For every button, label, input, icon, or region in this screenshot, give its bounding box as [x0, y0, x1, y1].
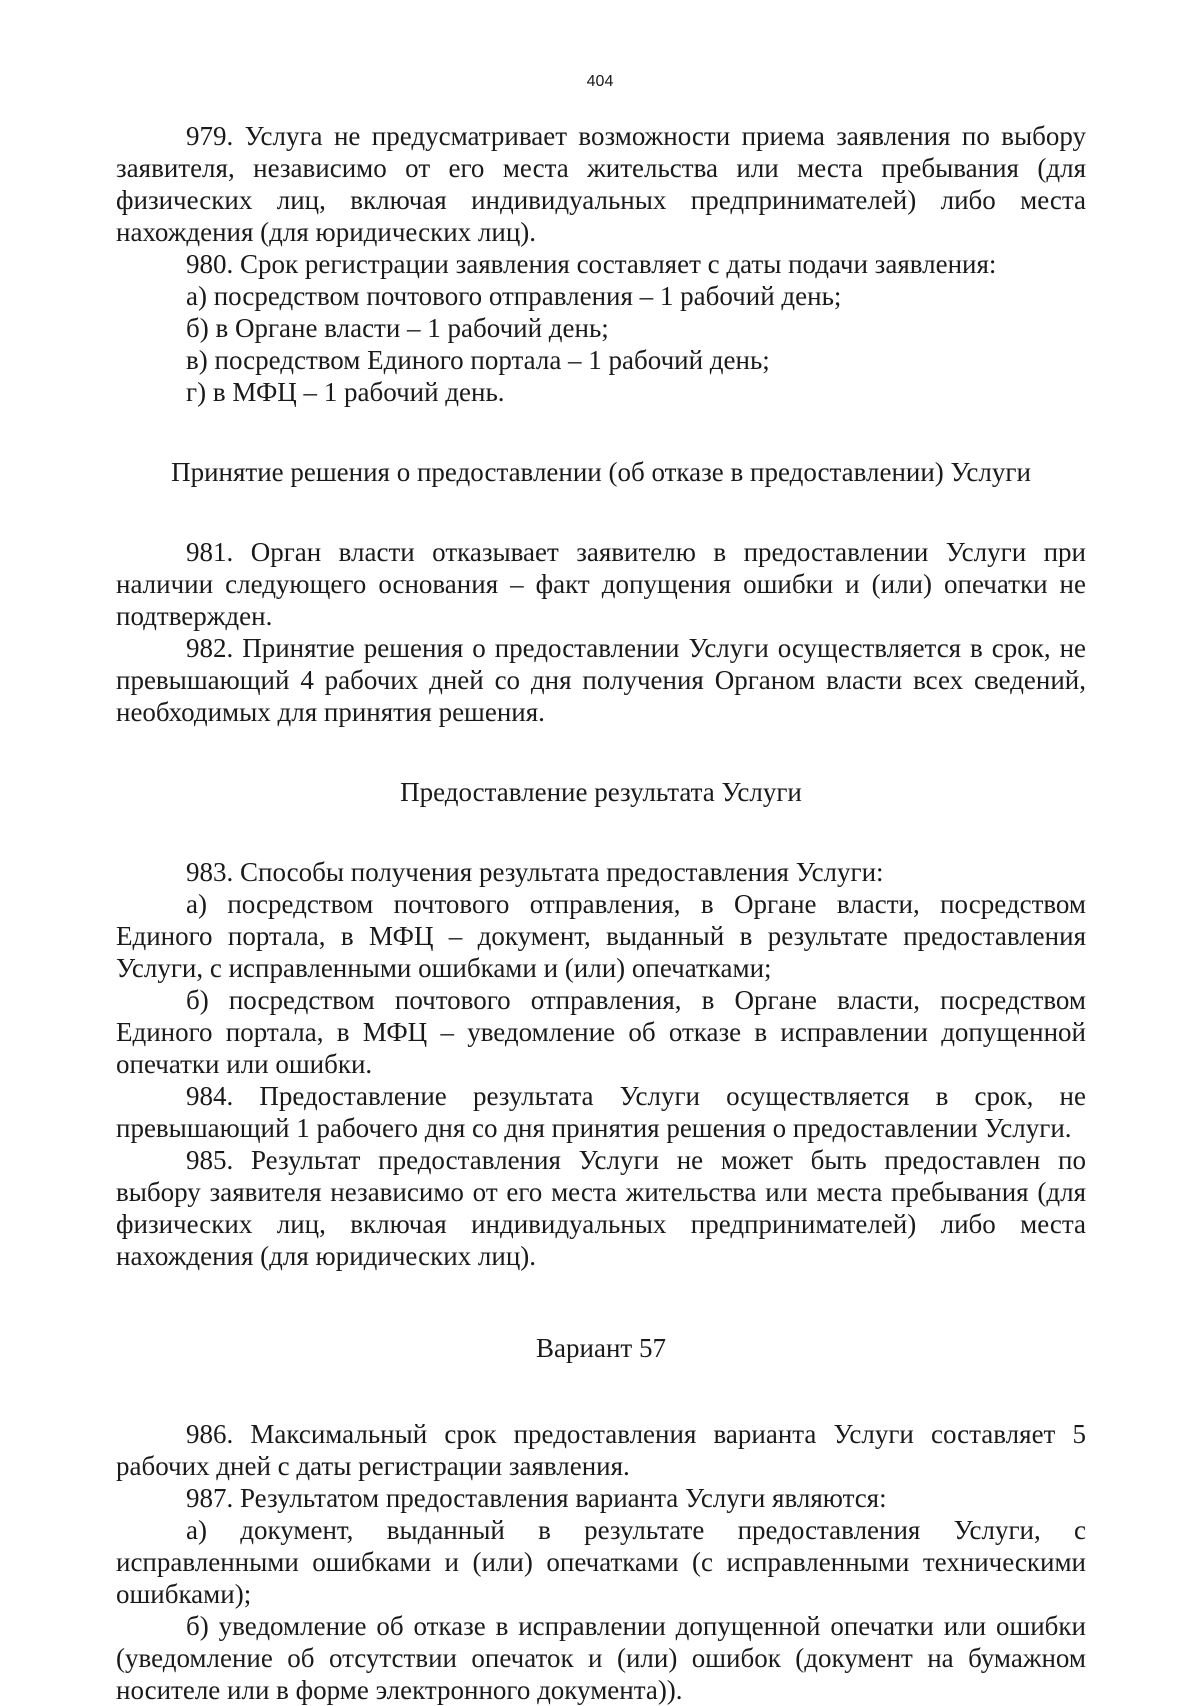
document-body [116, 120, 1086, 1706]
paragraph-979: 979. Услуга не предусматривает возможности приема заявления по выбору заявителя, независимо от его места жительства или места пребывания (для физических лиц, включая индивидуальных предпринимателей) либо места нахождения (для юридических лиц). [116, 121, 1086, 247]
spacer [116, 728, 1086, 776]
list-item-980-b: б) в Органе власти – 1 рабочий день; [186, 313, 609, 343]
paragraph-984: 984. Предоставление результата Услуги осуществляется в срок, не превышающий 1 рабочего дня со дня принятия решения о предоставлении Услуги. [116, 1081, 1086, 1143]
section-heading-variant: Вариант 57 [536, 1333, 666, 1363]
paragraph-983: 983. Способы получения результата предоставления Услуги: [186, 857, 884, 887]
page-number: 404 [586, 73, 614, 90]
list-item-980-a: а) посредством почтового отправления – 1 рабочий день; [186, 281, 842, 311]
list-item-983-b: б) посредством почтового отправления, в Органе власти, посредством Единого портала, в МФЦ – уведомление об отказе в исправлении допущенной опечатки или ошибки. [116, 985, 1086, 1079]
spacer [116, 1364, 1086, 1418]
paragraph-982: 982. Принятие решения о предоставлении Услуги осуществляется в срок, не превышающий 4 рабочих дней со дня получения Органом власти всех сведений, необходимых для принятия решения. [116, 633, 1086, 727]
list-item-980-g: г) в МФЦ – 1 рабочий день. [186, 377, 505, 407]
paragraph-987: 987. Результатом предоставления варианта Услуги являются: [186, 1483, 887, 1513]
spacer [116, 488, 1086, 536]
list-item-983-a: а) посредством почтового отправления, в Органе власти, посредством Единого портала, в МФЦ – документ, выданный в результате предоставления Услуги, с исправленными ошибками и (или) опечатками; [116, 889, 1086, 983]
spacer [116, 808, 1086, 856]
list-item-980-v: в) посредством Единого портала – 1 рабочий день; [186, 345, 770, 375]
list-item-987-b: б) уведомление об отказе в исправлении допущенной опечатки или ошибки (уведомление об отсутствии опечаток и (или) ошибок (документ на бумажном носителе или в форме электронного документа)). [116, 1611, 1086, 1705]
paragraph-986: 986. Максимальный срок предоставления варианта Услуги составляет 5 рабочих дней с даты регистрации заявления. [116, 1419, 1086, 1481]
paragraph-980: 980. Срок регистрации заявления составляет с даты подачи заявления: [186, 249, 997, 279]
spacer [116, 408, 1086, 456]
paragraph-981: 981. Орган власти отказывает заявителю в предоставлении Услуги при наличии следующего основания – факт допущения ошибки и (или) опечатки не подтвержден. [116, 537, 1086, 631]
section-heading-decision: Принятие решения о предоставлении (об отказе в предоставлении) Услуги [171, 457, 1031, 487]
paragraph-985: 985. Результат предоставления Услуги не может быть предоставлен по выбору заявителя независимо от его места жительства или места пребывания (для физических лиц, включая индивидуальных предпринимателей) либо места нахождения (для юридических лиц). [116, 1145, 1086, 1271]
spacer [116, 1272, 1086, 1332]
list-item-987-a: а) документ, выданный в результате предоставления Услуги, с исправленными ошибками и (или) опечатками (с исправленными техническими ошибками); [116, 1515, 1086, 1609]
section-heading-result: Предоставление результата Услуги [400, 777, 802, 807]
